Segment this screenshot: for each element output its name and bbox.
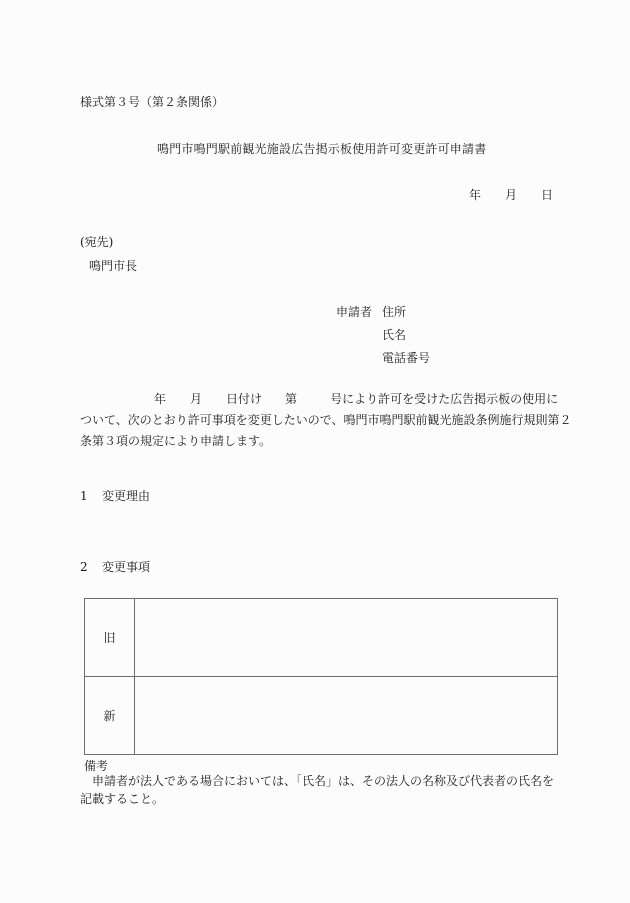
application-statement: [80, 389, 572, 452]
section-number: 2: [80, 560, 88, 574]
statement-line-3: 条第３項の規定により申請します。: [80, 434, 272, 448]
statement-line-1-rest: 号により許可を受けた広告掲示板の使用に: [330, 392, 559, 406]
permit-day-label: 日付け: [226, 392, 263, 406]
addressee-label: (宛先): [80, 235, 114, 249]
table-row-new: [85, 677, 558, 755]
section-change-items: [80, 561, 150, 573]
applicant-address-label: 住所: [382, 305, 407, 319]
permit-month-label: 月: [190, 392, 203, 406]
document-title: 鳴門市鳴門駅前観光施設広告掲示板使用許可変更許可申請書: [157, 142, 487, 156]
permit-year-label: 年: [154, 392, 167, 406]
date-line: [469, 189, 553, 201]
permit-number-prefix: 第: [285, 392, 298, 406]
section-title: 変更事項: [102, 560, 151, 574]
old-value-cell[interactable]: [135, 599, 558, 677]
statement-line-2: ついて、次のとおり許可事項を変更したいので、鳴門市鳴門駅前観光施設条例施行規則第２: [80, 413, 572, 427]
applicant-phone-label: 電話番号: [382, 351, 431, 365]
table-row-old: [85, 599, 558, 677]
date-day-label: 日: [541, 188, 554, 202]
new-value-cell[interactable]: [135, 677, 558, 755]
remarks-label: 備考: [84, 759, 109, 773]
remarks-text: [80, 772, 560, 808]
applicant-name-label: 氏名: [382, 328, 407, 342]
section-number: 1: [80, 489, 88, 503]
date-month-label: 月: [505, 188, 518, 202]
remarks-line-2: 記載すること。: [80, 792, 165, 806]
section-title: 変更理由: [102, 489, 151, 503]
new-label: 新: [85, 677, 135, 755]
changes-table: [84, 598, 558, 755]
old-label: 旧: [85, 599, 135, 677]
addressee-name: 鳴門市長: [89, 259, 138, 273]
form-number: 様式第３号（第２条関係）: [80, 95, 225, 109]
applicant-label: 申請者: [336, 305, 373, 319]
date-year-label: 年: [469, 188, 482, 202]
section-change-reason: [80, 490, 150, 502]
statement-line-1: [80, 389, 560, 410]
remarks-line-1: 申請者が法人である場合においては、「氏名」は、その法人の名称及び代表者の氏名を: [92, 774, 555, 788]
